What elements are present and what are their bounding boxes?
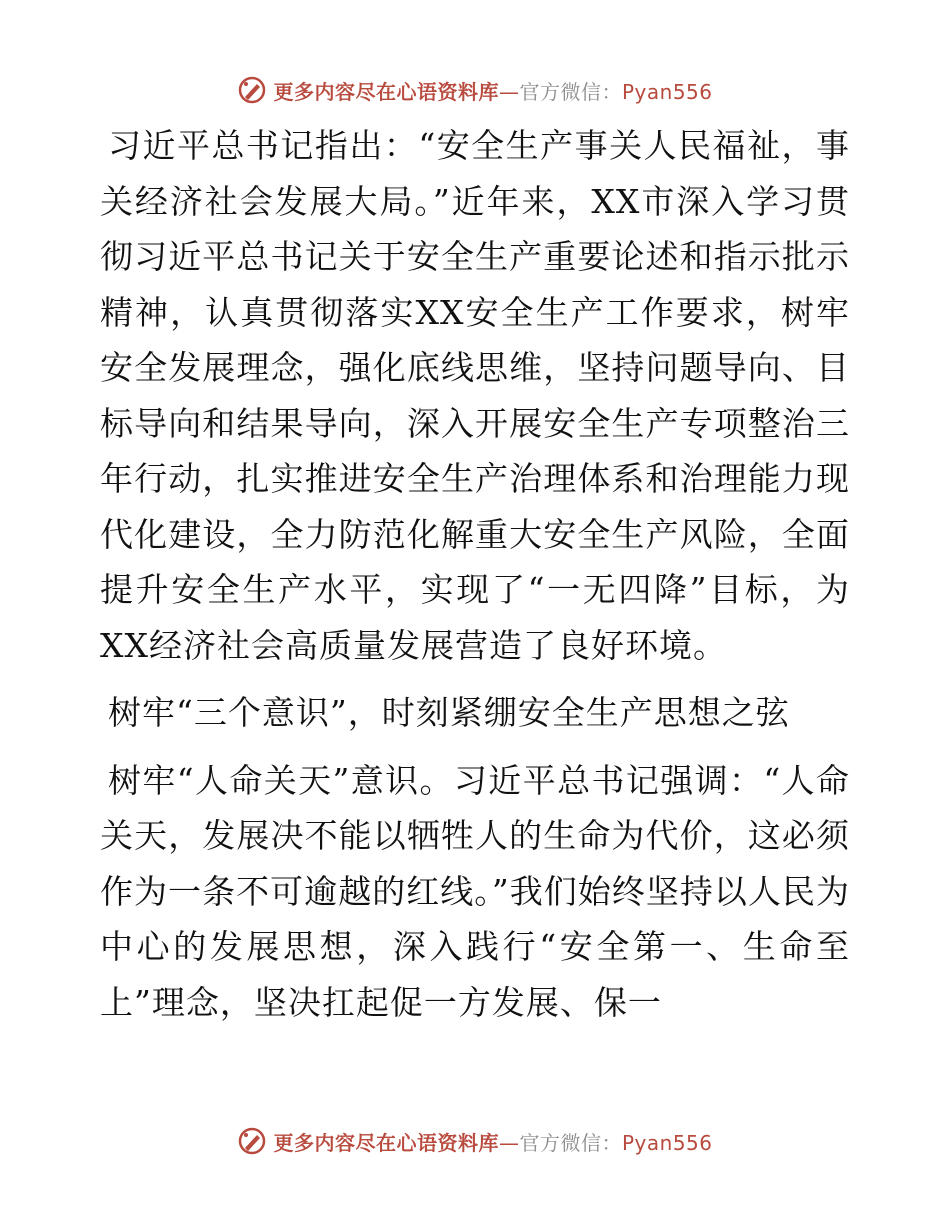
watermark-main-text: 更多内容尽在心语资料库 — [273, 1130, 499, 1155]
watermark-dash: — — [498, 1130, 520, 1155]
watermark-header — [0, 70, 950, 110]
watermark-label: 官方微信： — [519, 1130, 622, 1155]
watermark-label: 官方微信： — [519, 79, 622, 104]
pen-seal-icon — [237, 1126, 267, 1156]
watermark-dash: — — [498, 79, 520, 104]
intro-paragraph: 习近平总书记指出：“安全生产事关人民福祉，事关经济社会发展大局。”近年来，XX市深入学习贯彻习近平总书记关于安全生产重要论述和指示批示精神，认真贯彻落实XX安全生产工作要求，树牢安全发展理念，强化底线思维，坚持问题导向、目标导向和结果导向，深入开展安全生产专项整治三年行动，扎实推进安全生产治理体系和治理能力现代化建设，全力防范化解重大安全生产风险，全面提升安全生产水平，实现了“一无四降”目标，为XX经济社会高质量发展营造了良好环境。 — [100, 126, 850, 665]
watermark-footer — [0, 1121, 950, 1161]
body-paragraph: 树牢“人命关天”意识。习近平总书记强调：“人命关天，发展决不能以牺牲人的生命为代价，这必须作为一条不可逾越的红线。”我们始终坚持以人民为中心的发展思想，深入践行“安全第一、生命至上”理念，坚决扛起促一方发展、保一 — [100, 760, 850, 1022]
watermark-wechat-id: Pyan556 — [621, 1130, 713, 1155]
document-body — [100, 118, 850, 1030]
watermark-wechat-id: Pyan556 — [621, 79, 713, 104]
section-heading: 树牢“三个意识”，时刻紧绷安全生产思想之弦 — [108, 693, 790, 732]
pen-seal-icon — [237, 75, 267, 105]
watermark-main-text: 更多内容尽在心语资料库 — [273, 79, 499, 104]
